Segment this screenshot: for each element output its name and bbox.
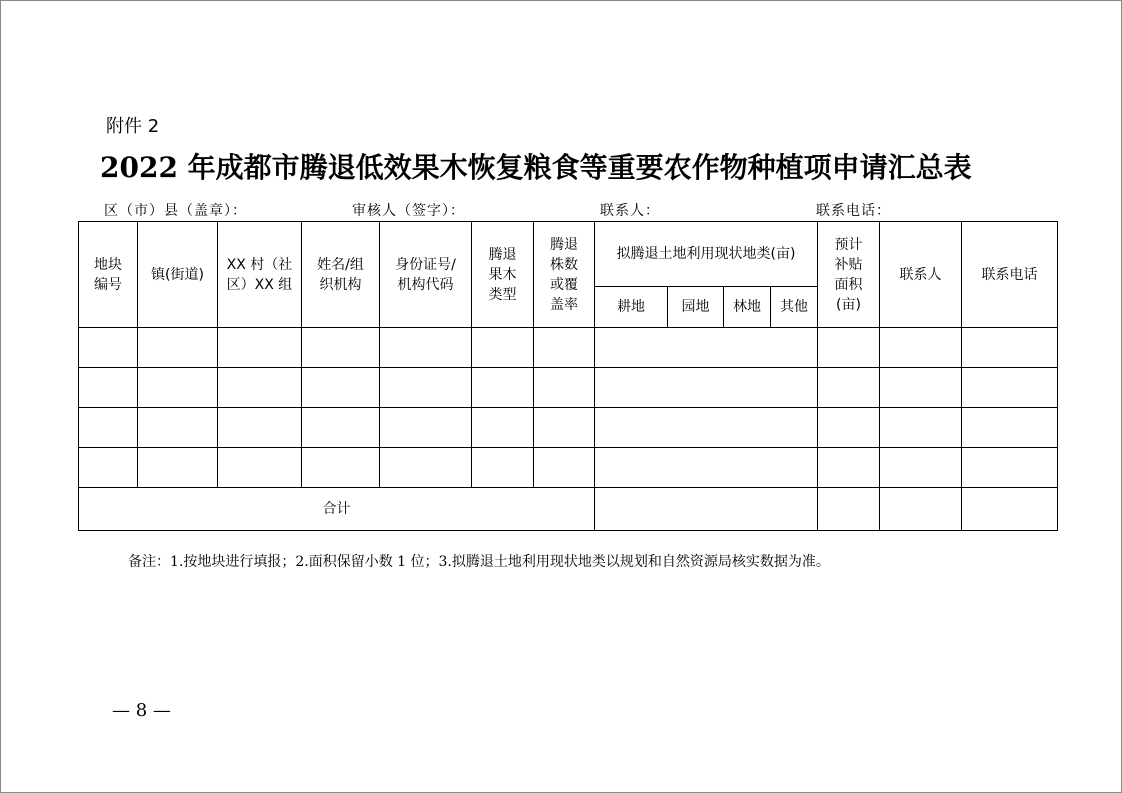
table-row — [79, 328, 1058, 368]
header-cultivated: 耕地 — [595, 287, 668, 328]
contact-label: 联系人： — [600, 203, 660, 219]
reviewer-sign-label: 审核人（签字）： — [352, 203, 465, 219]
table-cell[interactable] — [534, 448, 595, 488]
table-cell[interactable] — [595, 328, 818, 368]
table-cell[interactable] — [880, 408, 962, 448]
table-cell[interactable] — [818, 448, 880, 488]
table-cell[interactable] — [534, 328, 595, 368]
table-cell[interactable] — [595, 408, 818, 448]
table-cell[interactable] — [302, 368, 380, 408]
header-density: 腾退株数或覆盖率 — [534, 222, 595, 328]
total-phone-cell[interactable] — [962, 488, 1058, 531]
table-cell[interactable] — [138, 408, 218, 448]
header-row — [79, 222, 1058, 287]
district-stamp-label: 区（市）县（盖章）： — [104, 203, 247, 219]
total-land-use-cell[interactable] — [595, 488, 818, 531]
table-cell[interactable] — [472, 408, 534, 448]
table-cell[interactable] — [138, 328, 218, 368]
contact-phone-label: 联系电话： — [816, 203, 891, 219]
page-title: 2022 年成都市腾退低效果木恢复粮食等重要农作物种植项申请汇总表 — [100, 151, 972, 184]
header-town: 镇(街道) — [138, 222, 218, 328]
table-cell[interactable] — [472, 368, 534, 408]
table-cell[interactable] — [818, 368, 880, 408]
table-cell[interactable] — [472, 328, 534, 368]
table-cell[interactable] — [880, 448, 962, 488]
table-cell[interactable] — [79, 448, 138, 488]
table-row — [79, 408, 1058, 448]
header-name: 姓名/组织机构 — [302, 222, 380, 328]
table-cell[interactable] — [302, 328, 380, 368]
header-plot-no: 地块编号 — [79, 222, 138, 328]
table-cell[interactable] — [595, 368, 818, 408]
table-cell[interactable] — [218, 448, 302, 488]
table-cell[interactable] — [79, 408, 138, 448]
table-cell[interactable] — [138, 448, 218, 488]
total-contact-cell[interactable] — [880, 488, 962, 531]
table-cell[interactable] — [302, 408, 380, 448]
header-garden: 园地 — [668, 287, 724, 328]
page-number: — 8 — — [112, 700, 171, 721]
table-cell[interactable] — [218, 328, 302, 368]
table-cell[interactable] — [218, 368, 302, 408]
table-cell[interactable] — [380, 328, 472, 368]
header-contact-phone: 联系电话 — [962, 222, 1058, 328]
total-row — [79, 488, 1058, 531]
table-cell[interactable] — [79, 368, 138, 408]
table-cell[interactable] — [962, 448, 1058, 488]
header-land-use-group: 拟腾退土地利用现状地类(亩) — [595, 222, 818, 287]
header-other: 其他 — [771, 287, 818, 328]
header-subsidy-area: 预计补贴面积(亩) — [818, 222, 880, 328]
table-cell[interactable] — [302, 448, 380, 488]
header-id-code: 身份证号/机构代码 — [380, 222, 472, 328]
table-cell[interactable] — [962, 408, 1058, 448]
table-cell[interactable] — [962, 368, 1058, 408]
table-row — [79, 368, 1058, 408]
table-cell[interactable] — [818, 328, 880, 368]
table-cell[interactable] — [880, 328, 962, 368]
table-cell[interactable] — [380, 408, 472, 448]
table-cell[interactable] — [880, 368, 962, 408]
table-cell[interactable] — [79, 328, 138, 368]
table-cell[interactable] — [534, 408, 595, 448]
table-cell[interactable] — [138, 368, 218, 408]
header-village: XX 村（社区）XX 组 — [218, 222, 302, 328]
total-subsidy-area-cell[interactable] — [818, 488, 880, 531]
table-cell[interactable] — [472, 448, 534, 488]
table-row — [79, 448, 1058, 488]
table-cell[interactable] — [380, 368, 472, 408]
footnote: 备注：1.按地块进行填报；2.面积保留小数 1 位；3.拟腾退土地利用现状地类以规划和自然资源局核实数据为准。 — [128, 554, 830, 570]
table-cell[interactable] — [218, 408, 302, 448]
table-cell[interactable] — [534, 368, 595, 408]
attachment-label: 附件 2 — [106, 116, 160, 137]
header-forest: 林地 — [724, 287, 771, 328]
table-cell[interactable] — [380, 448, 472, 488]
table-cell[interactable] — [818, 408, 880, 448]
header-contact-person: 联系人 — [880, 222, 962, 328]
header-fruit-type: 腾退果木类型 — [472, 222, 534, 328]
total-label: 合计 — [79, 488, 595, 531]
table-cell[interactable] — [962, 328, 1058, 368]
table-cell[interactable] — [595, 448, 818, 488]
summary-table — [78, 221, 1058, 531]
